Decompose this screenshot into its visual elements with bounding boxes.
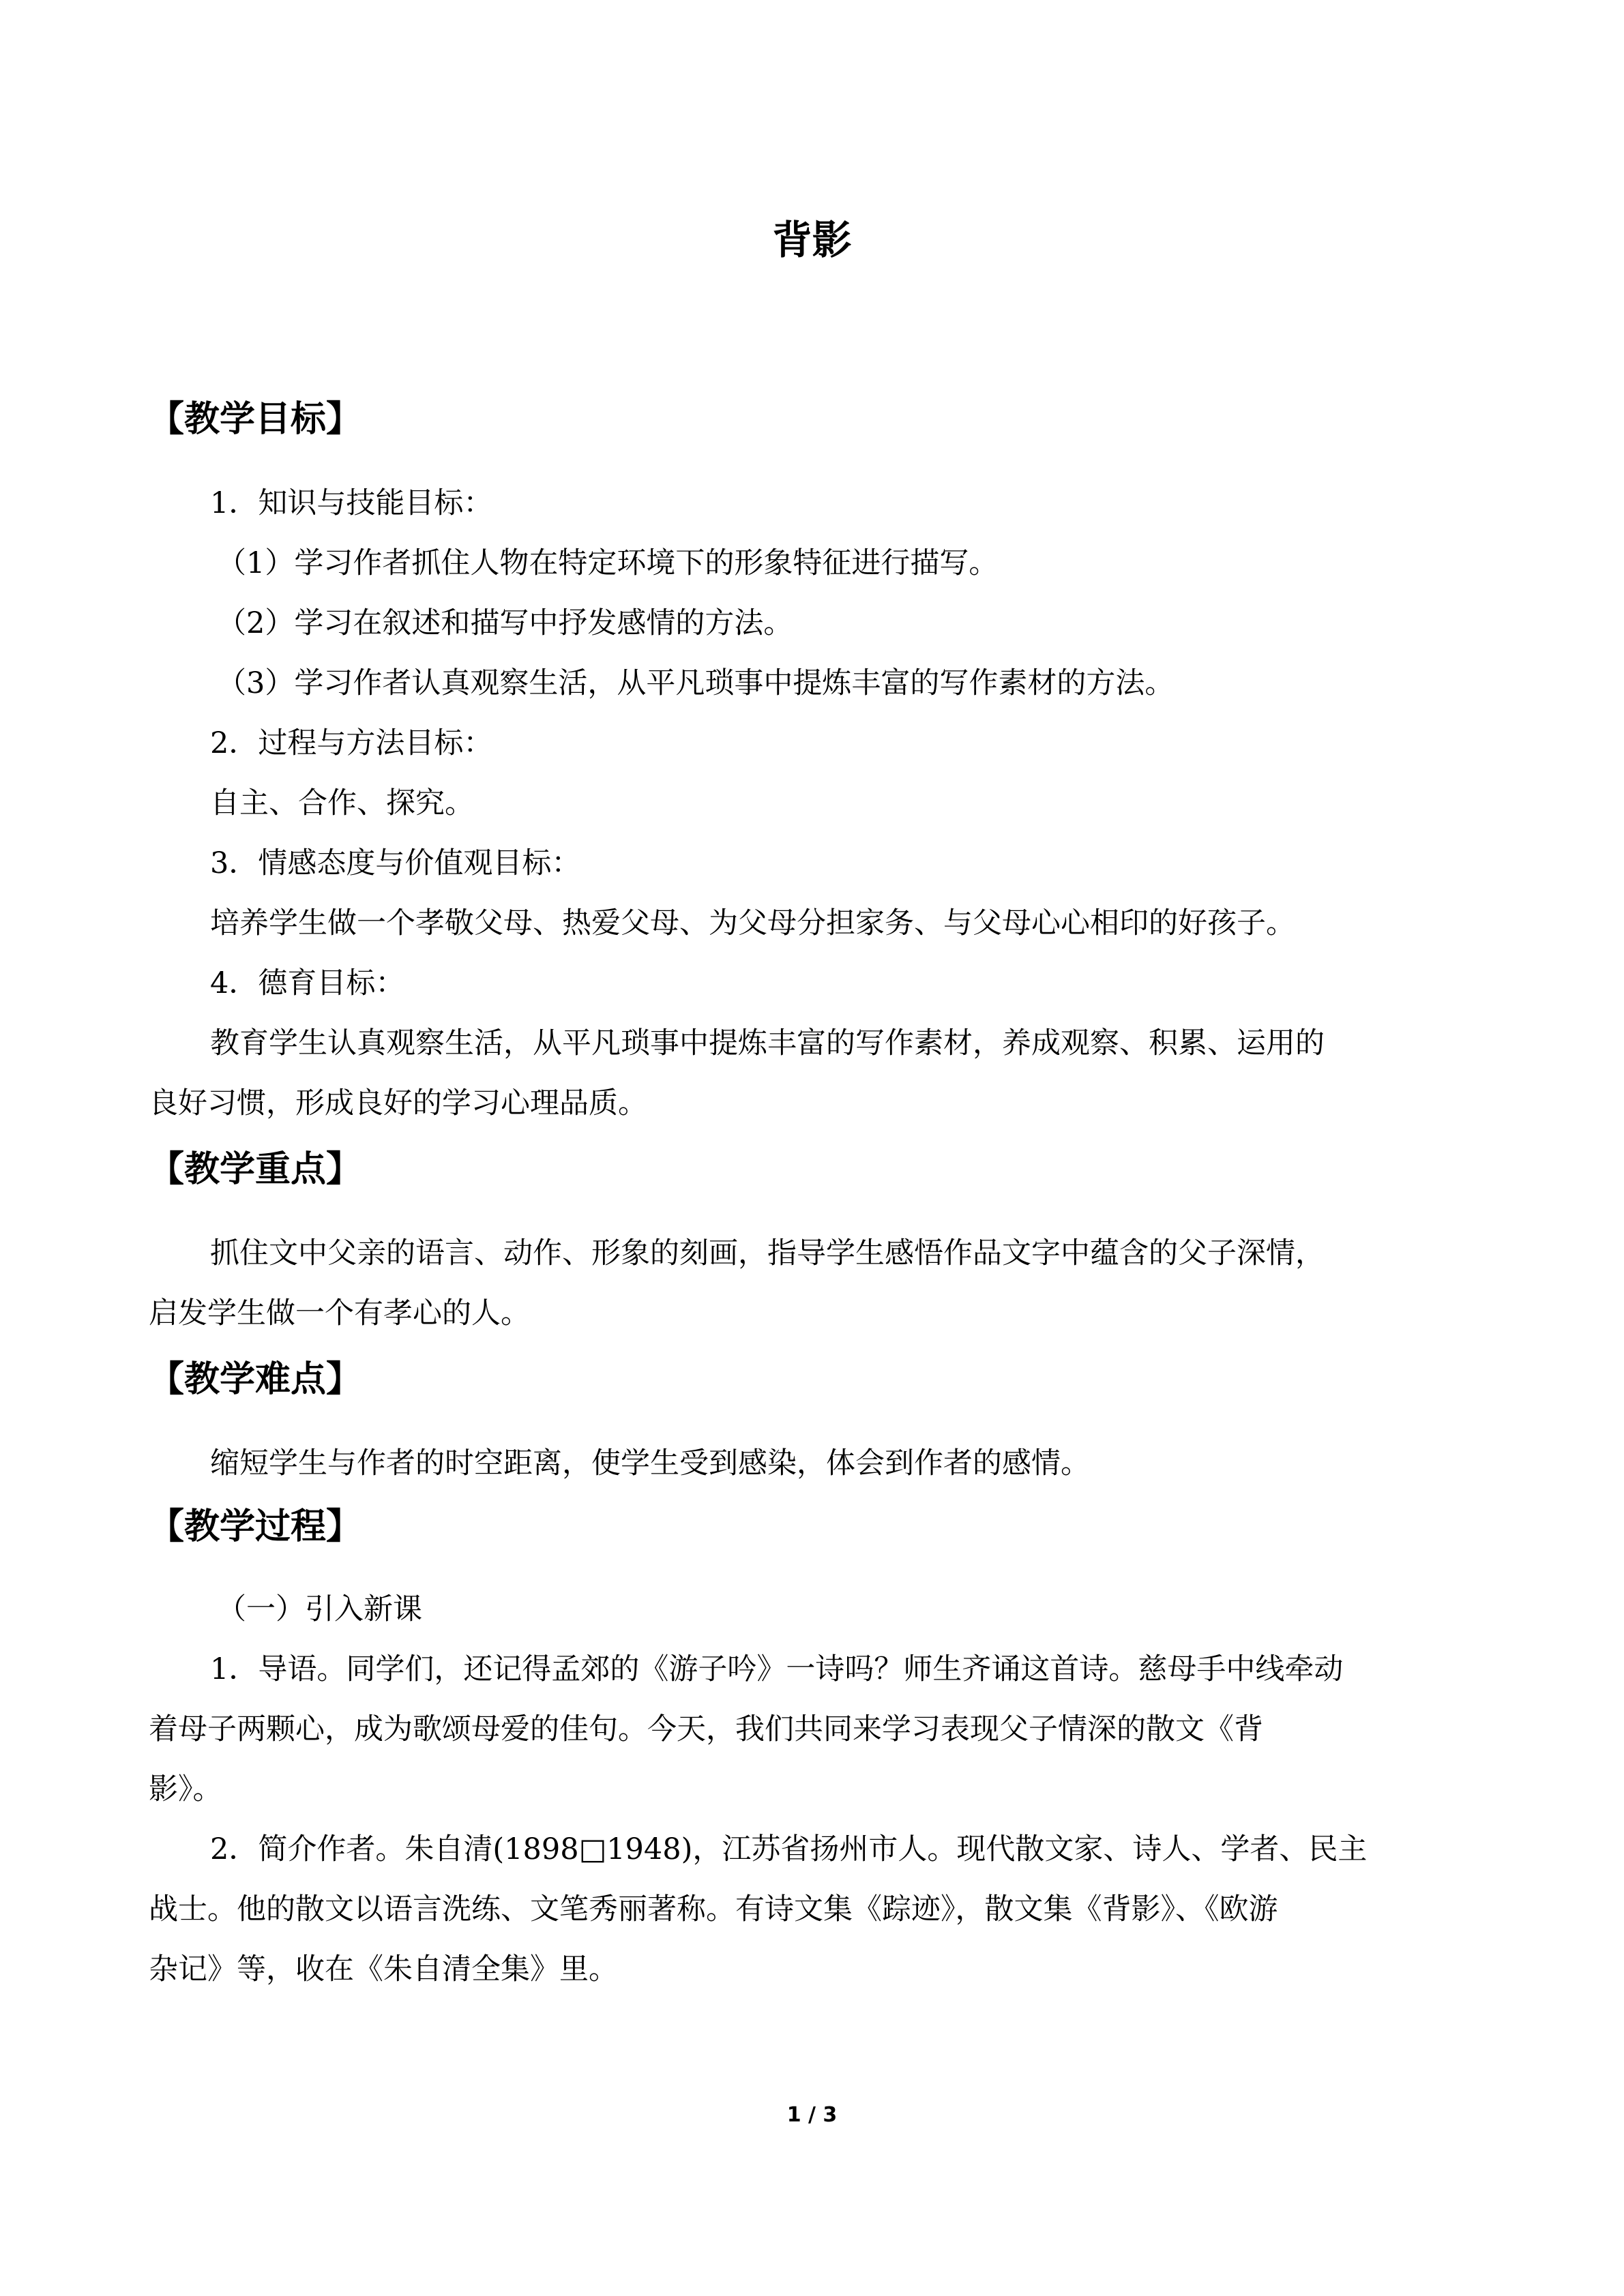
- key-points-body-line-2: 启发学生做一个有孝心的人。: [149, 1296, 530, 1330]
- objective-item-3-title: 3．情感态度与价值观目标：: [210, 846, 581, 880]
- objective-item-1-title: 1．知识与技能目标：: [210, 486, 493, 520]
- page-number: 1 / 3: [786, 2103, 838, 2127]
- process-paragraph-1-line-2: 着母子两颗心，成为歌颂母爱的佳句。今天，我们共同来学习表现父子情深的散文《背: [149, 1712, 1263, 1746]
- objective-item-1-sub-2: （2）学习在叙述和描写中抒发感情的方法。: [217, 606, 793, 640]
- document-title: 背影: [772, 217, 852, 263]
- process-paragraph-2-line-1: 2．简介作者。朱自清(1898□1948)，江苏省扬州市人。现代散文家、诗人、学者、民主: [210, 1832, 1368, 1866]
- objective-item-4-title: 4．德育目标：: [210, 966, 405, 1000]
- process-paragraph-1-line-3: 影》。: [149, 1772, 222, 1806]
- objective-item-2-title: 2．过程与方法目标：: [210, 726, 493, 760]
- section-heading-objectives: 【教学目标】: [149, 399, 362, 440]
- objective-item-1-sub-1: （1）学习作者抓住人物在特定环境下的形象特征进行描写。: [217, 546, 999, 580]
- objective-item-4-body-line-2: 良好习惯，形成良好的学习心理品质。: [149, 1086, 647, 1120]
- objective-item-4-body-line-1: 教育学生认真观察生活，从平凡琐事中提炼丰富的写作素材，养成观察、积累、运用的: [210, 1026, 1325, 1060]
- process-paragraph-2-line-3: 杂记》等，收在《朱自清全集》里。: [149, 1952, 618, 1986]
- objective-item-2-body: 自主、合作、探究。: [210, 786, 474, 820]
- objective-item-3-body: 培养学生做一个孝敬父母、热爱父母、为父母分担家务、与父母心心相印的好孩子。: [210, 906, 1295, 940]
- objective-item-1-sub-3: （3）学习作者认真观察生活，从平凡琐事中提炼丰富的写作素材的方法。: [217, 666, 1175, 700]
- section-heading-process: 【教学过程】: [149, 1506, 362, 1547]
- key-points-body-line-1: 抓住文中父亲的语言、动作、形象的刻画，指导学生感悟作品文字中蕴含的父子深情，: [210, 1236, 1325, 1270]
- process-step-1-title: （一）引入新课: [217, 1592, 422, 1626]
- difficulties-body: 缩短学生与作者的时空距离，使学生受到感染，体会到作者的感情。: [210, 1446, 1090, 1480]
- process-paragraph-1-line-1: 1．导语。同学们，还记得孟郊的《游子吟》一诗吗？师生齐诵这首诗。慈母手中线牵动: [210, 1652, 1344, 1686]
- section-heading-difficulties: 【教学难点】: [149, 1359, 362, 1400]
- section-heading-key-points: 【教学重点】: [149, 1149, 362, 1190]
- process-paragraph-2-line-2: 战士。他的散文以语言洗练、文笔秀丽著称。有诗文集《踪迹》，散文集《背影》、《欧游: [149, 1892, 1278, 1926]
